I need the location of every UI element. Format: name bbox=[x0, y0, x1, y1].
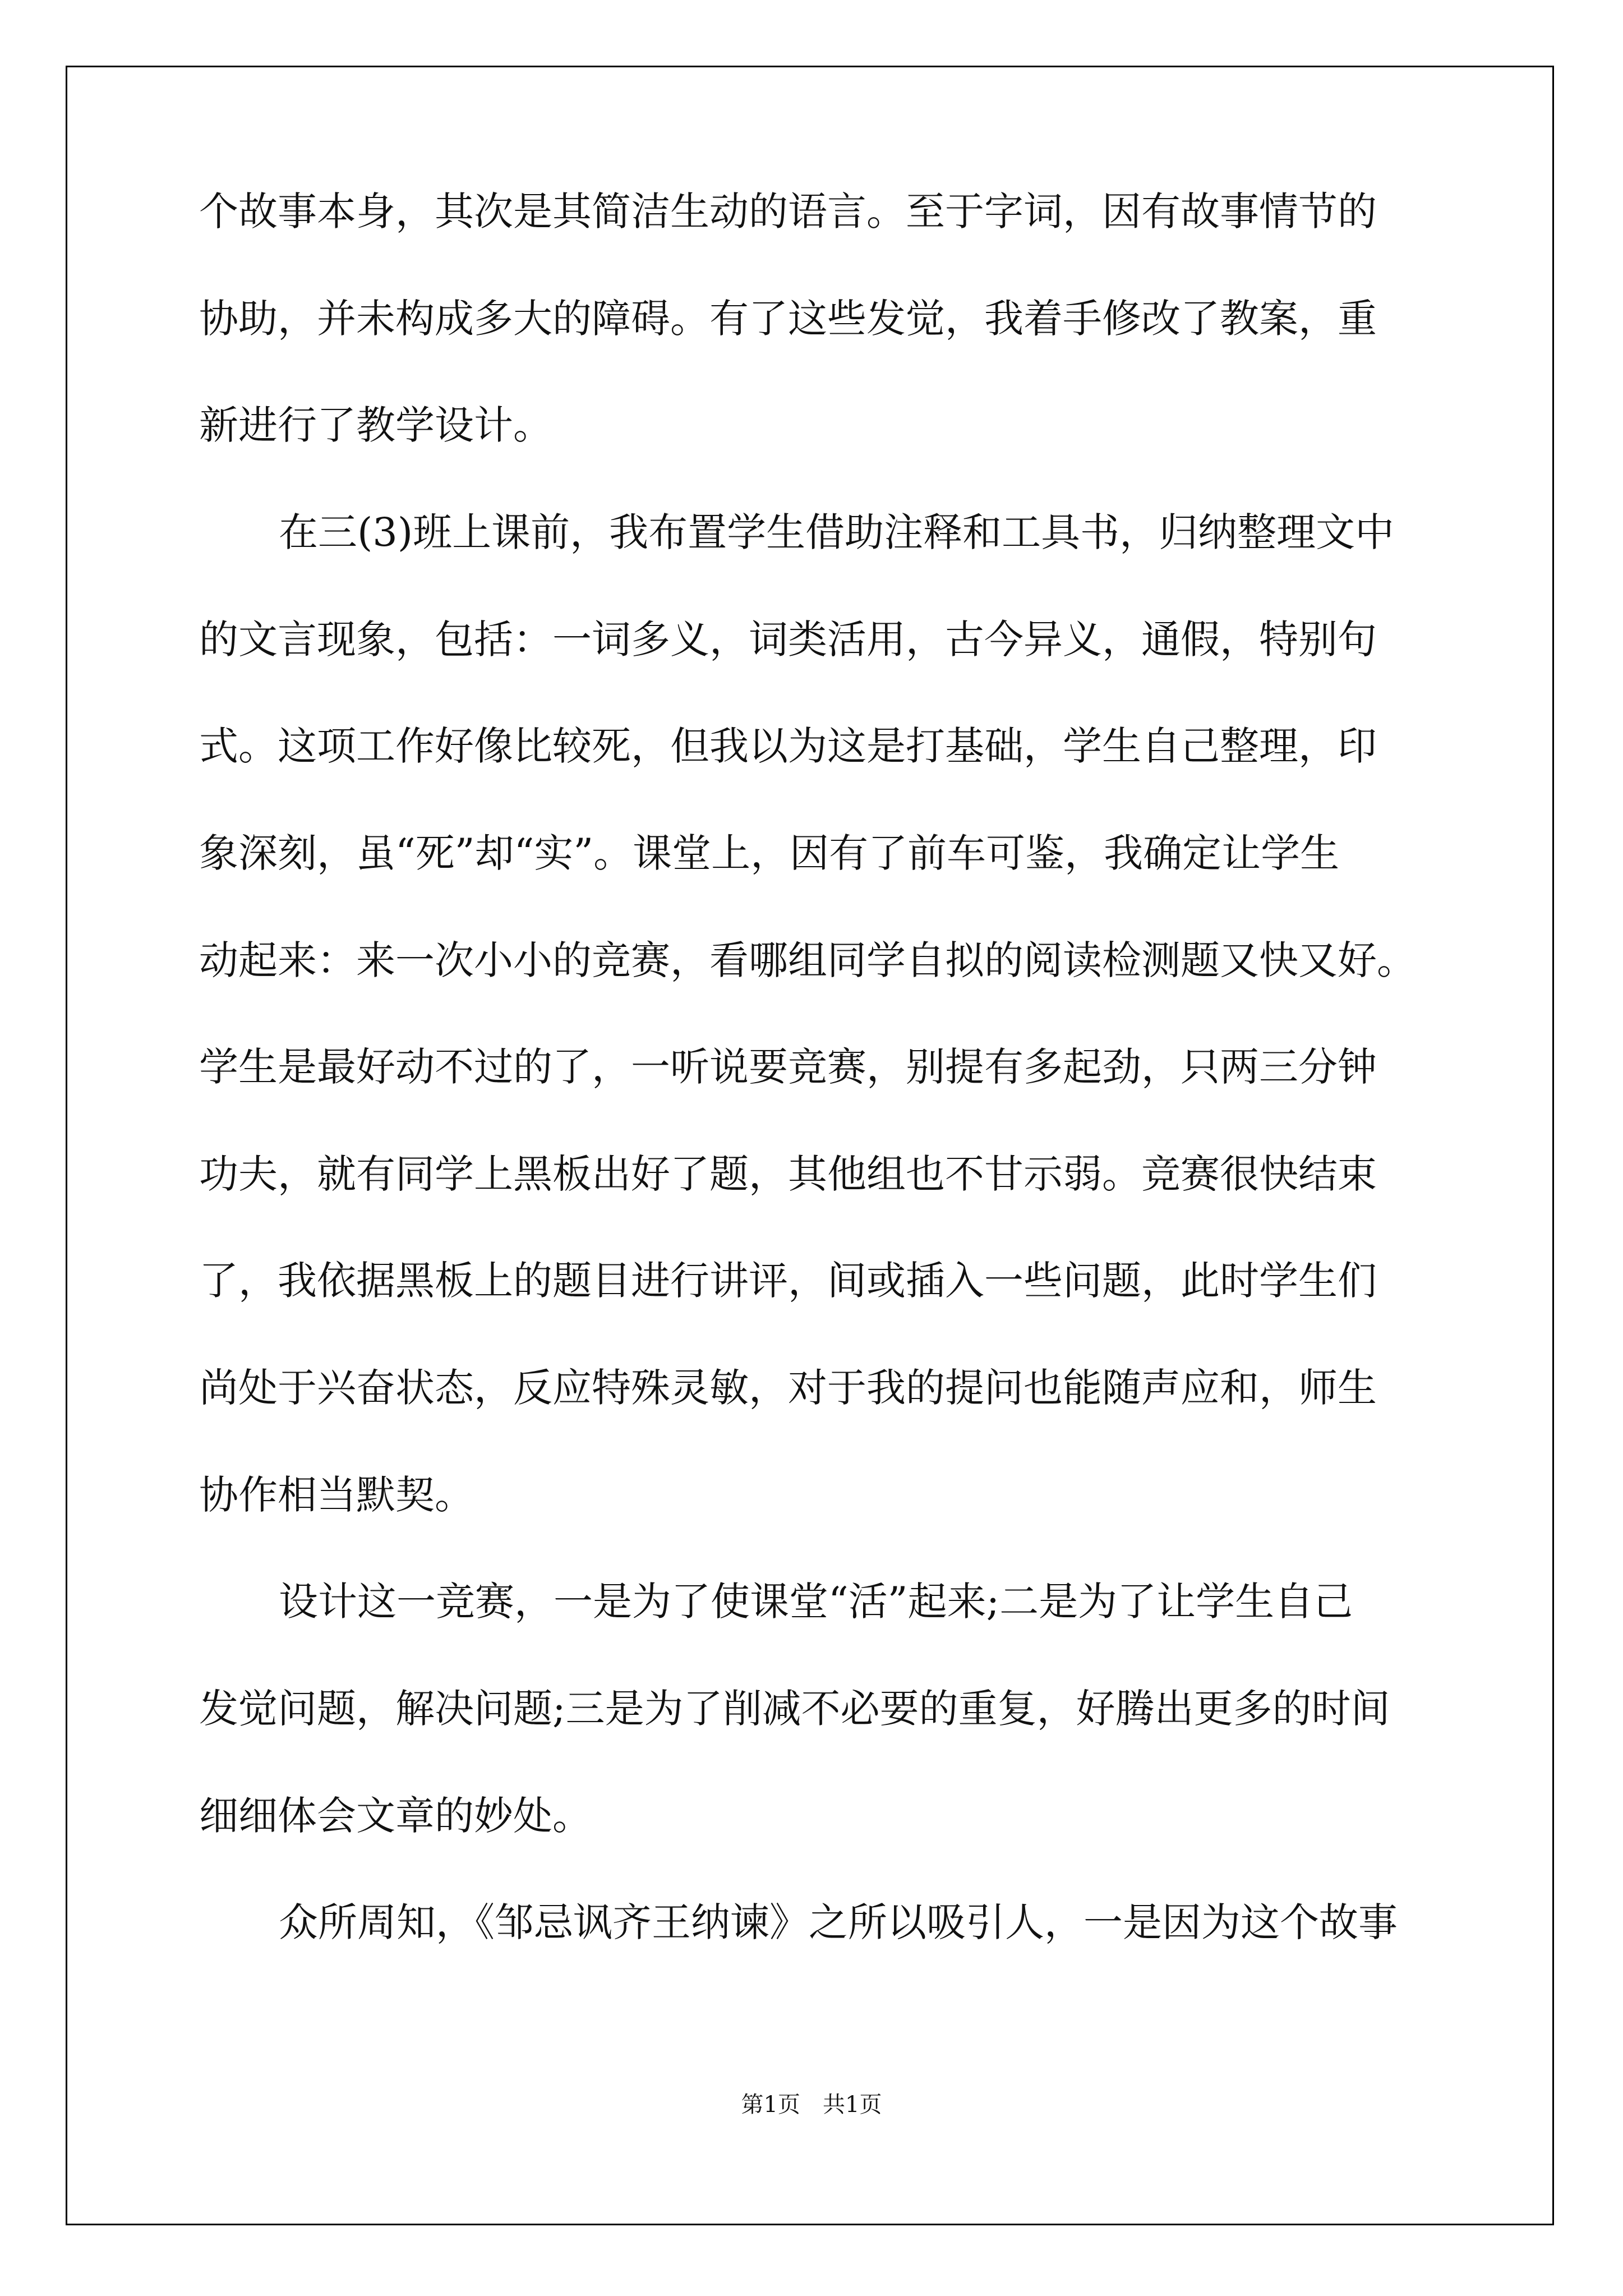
text-line: 新进行了教学设计。 bbox=[199, 402, 552, 448]
paragraph-first-line: 众所周知，《邹忌讽齐王纳谏》之所以吸引人，一是因为这个故事 bbox=[279, 1899, 1398, 1945]
text-line: 学生是最好动不过的了，一听说要竞赛，别提有多起劲，只两三分钟 bbox=[199, 1044, 1377, 1090]
text-line: 协作相当默契。 bbox=[199, 1472, 474, 1518]
page-number: 第1页 bbox=[741, 2092, 800, 2118]
paragraph-first-line: 设计这一竞赛，一是为了使课堂“活”起来;二是为了让学生自己 bbox=[279, 1579, 1353, 1625]
page-total: 共1页 bbox=[823, 2092, 882, 2118]
text-line: 发觉问题，解决问题;三是为了削减不必要的重复，好腾出更多的时间 bbox=[199, 1686, 1390, 1732]
text-line: 功夫，就有同学上黑板出好了题，其他组也不甘示弱。竞赛很快结束 bbox=[199, 1151, 1377, 1197]
paragraph-first-line: 在三(3)班上课前，我布置学生借助注释和工具书，归纳整理文中 bbox=[279, 509, 1395, 555]
text-line: 协助，并未构成多大的障碍。有了这些发觉，我着手修改了教案，重 bbox=[199, 296, 1377, 342]
text-line: 式。这项工作好像比较死，但我以为这是打基础，学生自己整理，印 bbox=[199, 723, 1377, 769]
text-line: 个故事本身，其次是其简洁生动的语言。至于字词，因有故事情节的 bbox=[199, 188, 1377, 234]
text-line: 的文言现象，包括：一词多义，词类活用，古今异义，通假，特别句 bbox=[199, 616, 1377, 662]
text-line: 象深刻，虽“死”却“实”。课堂上，因有了前车可鉴，我确定让学生 bbox=[199, 830, 1340, 876]
text-line: 细细体会文章的妙处。 bbox=[199, 1793, 592, 1839]
text-line: 动起来：来一次小小的竞赛，看哪组同学自拟的阅读检测题又快又好。 bbox=[199, 937, 1416, 983]
text-line: 尚处于兴奋状态，反应特殊灵敏，对于我的提问也能随声应和，师生 bbox=[199, 1365, 1377, 1411]
text-line: 了，我依据黑板上的题目进行讲评，间或插入一些问题，此时学生们 bbox=[199, 1258, 1377, 1304]
page-footer bbox=[0, 2087, 1623, 2119]
